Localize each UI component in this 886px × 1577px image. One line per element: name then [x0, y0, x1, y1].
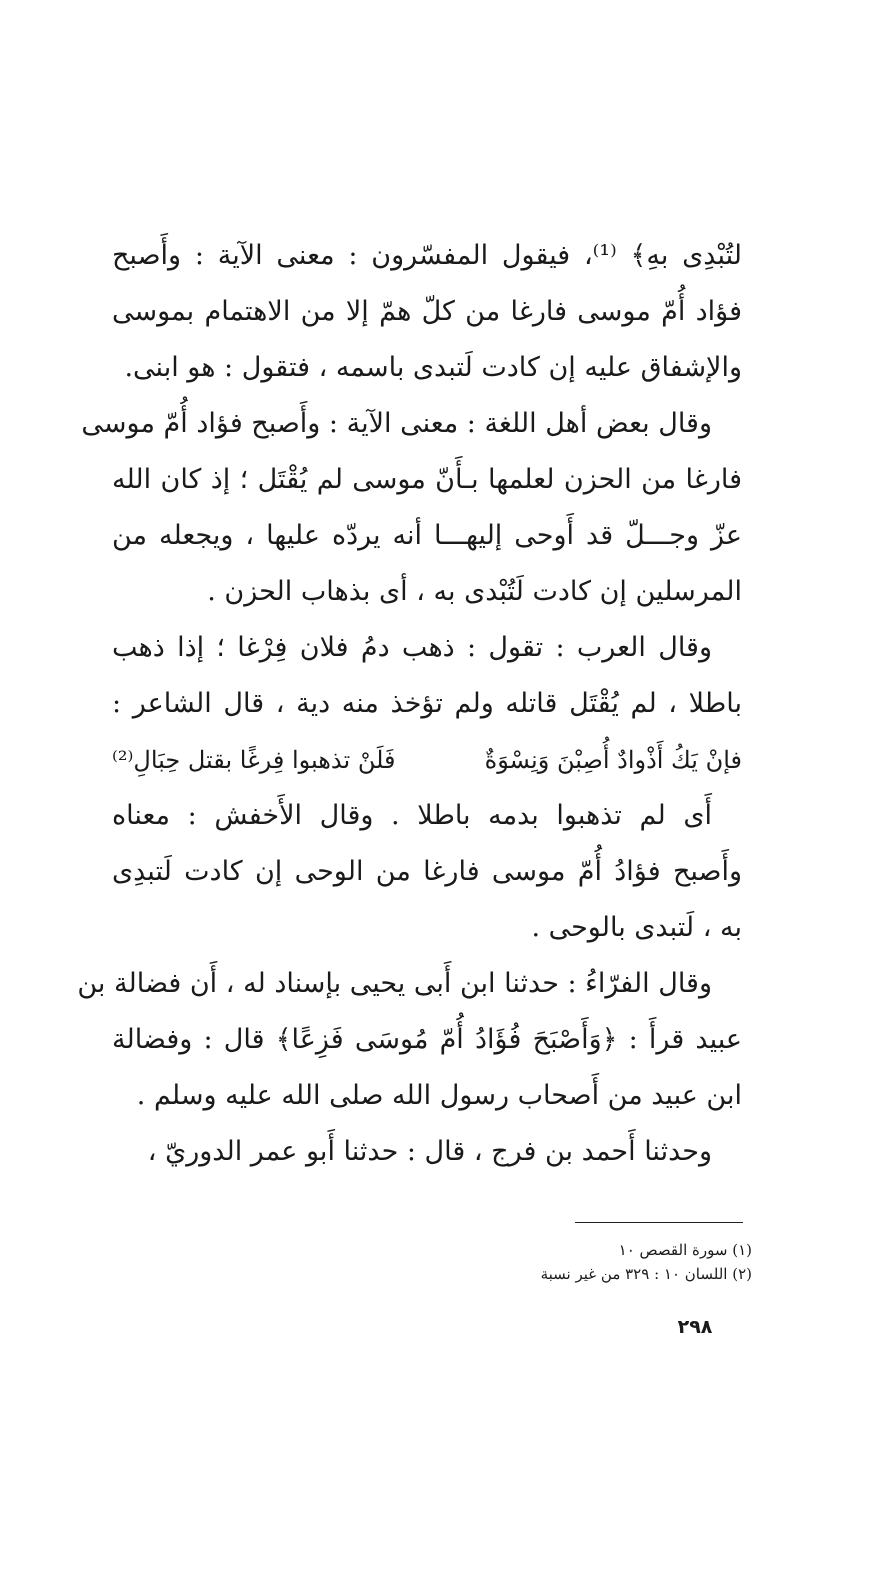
footnotes: [380, 1238, 752, 1286]
text-line: وقال بعض أهل اللغة : معنى الآية : وأَصبح فؤاد أُمّ موسى: [81, 408, 712, 439]
text-line: وحدثنا أَحمد بن فرج ، قال : حدثنا أَبو عمر الدوريّ ،: [147, 1136, 712, 1167]
text-line: والإشفاق عليه إن كادت لَتبدى باسمه ، فتقول : هو ابنى.: [124, 352, 742, 383]
text-line: عبيد قرأَ : ﴿وَأَصْبَحَ فُؤَادُ أُمّ مُوسَى فَزِعًا﴾ قال : وفضالة: [112, 1024, 742, 1055]
text-line: لتُبْدِى بهِ﴾ ⁽¹⁾، فيقول المفسّرون : معنى الآية : وأَصبح: [112, 240, 742, 271]
footnote-1: (١) سورة القصص ١٠: [618, 1241, 752, 1259]
text-line: أَى لم تذهبوا بدمه باطلا . وقال الأَخفش : معناه: [112, 800, 712, 831]
text-line: وقال العرب : تقول : ذهب دمُ فلان فِرْغا ؛ إذا ذهب: [112, 632, 712, 663]
verse-first-hemistich: فإنْ يَكُ أَذْوادٌ أُصِبْنَ وَنِسْوَةٌ: [484, 746, 742, 774]
text-line: عزّ وجـــلّ قد أَوحى إليهـــا أنه يردّه عليها ، ويجعله من: [112, 520, 742, 551]
poetry-verse: [112, 732, 742, 788]
verse-second-hemistich: فَلَنْ تذهبوا فِرغًا بقتل حِبَالِ⁽²⁾: [112, 746, 396, 774]
page-number: ٢٩٨: [677, 1316, 713, 1338]
footnote-2: (٢) اللسان ١٠ : ٣٢٩ من غير نسبة: [540, 1265, 752, 1283]
footnote-divider: [575, 1222, 743, 1223]
text-line: به ، لَتبدى بالوحى .: [531, 912, 742, 943]
main-text: [77, 228, 742, 1180]
text-line: باطلا ، لم يُقْتَل قاتله ولم تؤخذ منه دية ، قال الشاعر :: [112, 688, 742, 719]
text-line: ابن عبيد من أَصحاب رسول الله صلى الله عليه وسلم .: [136, 1080, 742, 1111]
text-line: وأَصبح فؤادُ أُمّ موسى فارغا من الوحى إن كادت لَتبدِى: [112, 856, 742, 887]
text-line: المرسلين إن كادت لَتُبْدى به ، أى بذهاب الحزن .: [207, 576, 742, 607]
text-line: فارغا من الحزن لعلمها بـأَنّ موسى لم يُقْتَل ؛ إذ كان الله: [112, 464, 742, 495]
text-line: وقال الفرّاءُ : حدثنا ابن أَبى يحيى بإسناد له ، أَن فضالة بن: [77, 968, 712, 999]
text-line: فؤاد أُمّ موسى فارغا من كلّ همّ إلا من الاهتمام بموسى: [112, 296, 742, 327]
